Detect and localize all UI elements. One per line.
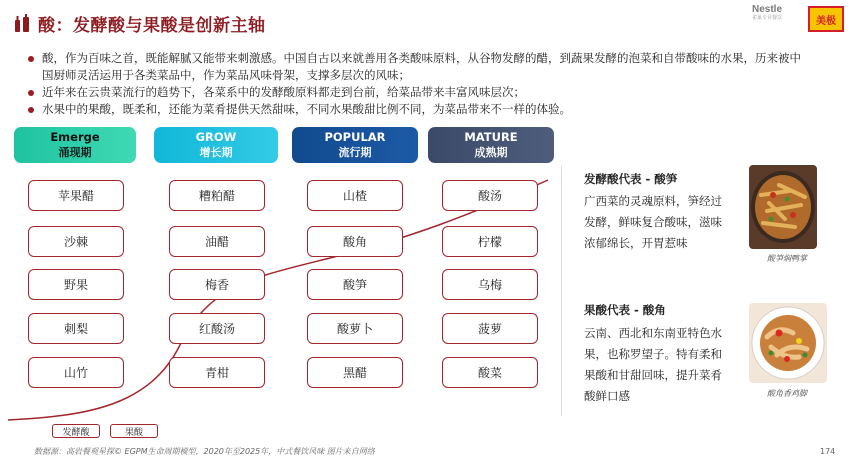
card-title-fruit: 果酸代表 - 酸角: [584, 303, 666, 317]
flavor-item: 糟粕醋: [169, 180, 265, 211]
stage-en-label: POPULAR: [324, 130, 386, 144]
divider: [561, 166, 562, 416]
stage-cn-label: 涌现期: [58, 146, 92, 159]
title-row: [14, 12, 266, 34]
card-text-fruit: [584, 323, 722, 407]
photo-tamarind-chicken-feet: [749, 303, 827, 383]
stage-emerge: [14, 127, 136, 163]
flavor-item: 酸菜: [442, 357, 538, 388]
stage-en-label: Emerge: [50, 130, 100, 144]
nestle-logo: [752, 4, 802, 34]
stage-cn-label: 流行期: [338, 146, 372, 159]
flavor-item: 油醋: [169, 226, 265, 257]
source-note: 数据源：高岩餐观星探© EGPM生命周期模型，2020年至2025年，中式餐饮风味 图片来自网络: [34, 447, 375, 456]
card-line: 发酵，鲜味复合酸味，滋味: [584, 215, 722, 229]
stage-popular: [292, 127, 418, 163]
flavor-item: 苹果醋: [28, 180, 124, 211]
flavor-item: 菠萝: [442, 313, 538, 344]
legend-fermented: 发酵酸: [52, 424, 100, 438]
flavor-item: 刺梨: [28, 313, 124, 344]
nestle-logo-text: Nestle: [752, 4, 783, 15]
maggi-logo-text: 美极: [816, 15, 836, 27]
card-line: 果酸和甘甜回味，提升菜肴: [584, 368, 722, 382]
stage-en-label: GROW: [195, 130, 237, 144]
bullet-item: 近年来在云贵菜流行的趋势下，各菜系中的发酵酸原料都走到台前，给菜品带来丰富风味层次；: [26, 84, 806, 101]
page-number: 174: [820, 447, 836, 456]
card-text-fermented: [584, 191, 722, 254]
stage-grow: [154, 127, 278, 163]
flavor-item: 山竹: [28, 357, 124, 388]
stage-cn-label: 成熟期: [474, 146, 508, 159]
photo-caption: 酸笋焖鸭掌: [767, 254, 807, 263]
stage-en-label: MATURE: [464, 130, 518, 144]
flavor-item: 青柑: [169, 357, 265, 388]
card-line: 浓郁绵长，开胃惹味: [584, 236, 688, 250]
flavor-item: 山楂: [307, 180, 403, 211]
flavor-item: 乌梅: [442, 269, 538, 300]
card-line: 酸鲜口感: [584, 389, 630, 403]
stage-cn-label: 增长期: [199, 146, 233, 159]
flavor-item: 红酸汤: [169, 313, 265, 344]
page-title: 酸：发酵酸与果酸是创新主轴: [38, 15, 266, 36]
flavor-item: 酸汤: [442, 180, 538, 211]
flavor-item: 黑醋: [307, 357, 403, 388]
card-line: 果，也称罗望子。特有柔和: [584, 347, 722, 361]
bullet-item: 酸，作为百味之首，既能解腻又能带来刺激感。中国自古以来就善用各类酸味原料，从谷物发酵的醋，到蔬果发酵的泡菜和自带酸味的水果，历来被中国厨师灵活运用于各类菜品中，作为菜品风味骨架，支撑多层次的风味；: [26, 50, 806, 84]
flavor-item: 沙棘: [28, 226, 124, 257]
flavor-item: 野果: [28, 269, 124, 300]
flavor-item: 柠檬: [442, 226, 538, 257]
legend-fruit: 果酸: [110, 424, 158, 438]
nestle-logo-sub: 雀巢专业餐饮: [752, 15, 783, 21]
card-line: 广西菜的灵魂原料，笋经过: [584, 194, 722, 208]
card-line: 云南、西北和东南亚特色水: [584, 326, 722, 340]
photo-caption: 酸角香鸡脚: [767, 389, 807, 398]
flavor-item: 梅香: [169, 269, 265, 300]
maggi-logo: [808, 6, 844, 32]
flavor-item: 酸笋: [307, 269, 403, 300]
card-title-fermented: 发酵酸代表 - 酸笋: [584, 172, 678, 186]
bottles-icon: [14, 14, 30, 32]
stage-mature: [428, 127, 554, 163]
flavor-item: 酸萝卜: [307, 313, 403, 344]
photo-sour-bamboo-duck: [749, 165, 817, 249]
bullet-item: 水果中的果酸，既柔和，还能为菜肴提供天然甜味，不同水果酸甜比例不同，为菜品带来不一样的体验。: [26, 101, 806, 118]
bullet-list: [26, 50, 806, 118]
flavor-item: 酸角: [307, 226, 403, 257]
